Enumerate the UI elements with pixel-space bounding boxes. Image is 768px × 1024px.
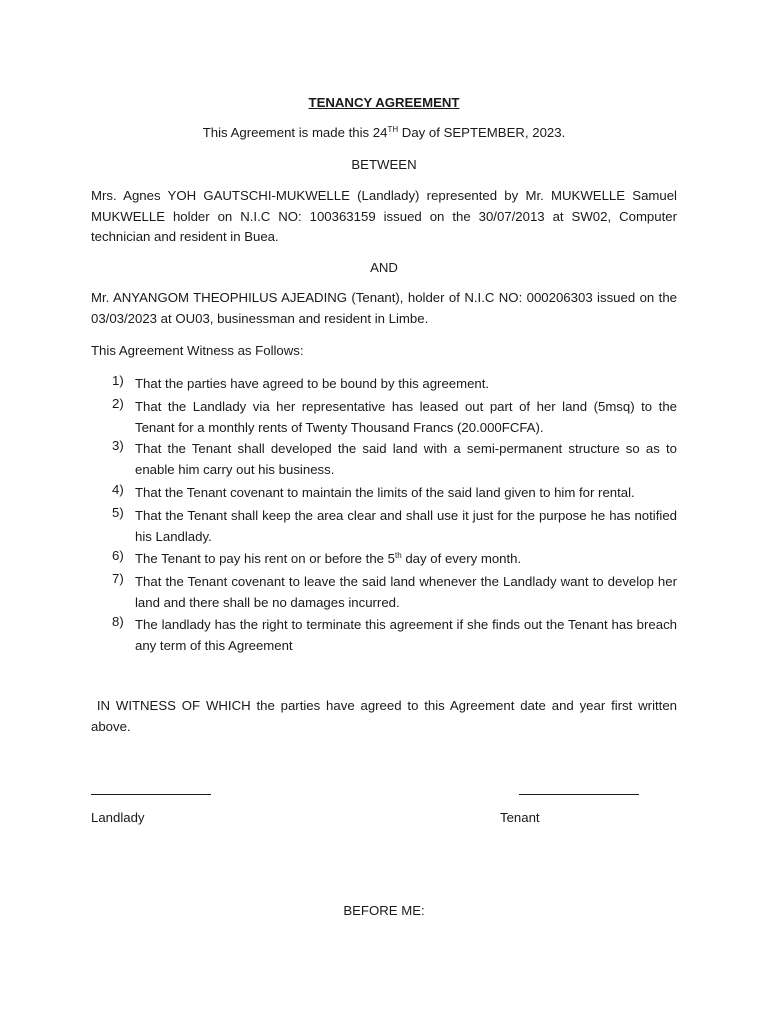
clause-text: That the Tenant shall developed the said land with a semi-permanent structure so as to enable him carry out his business. <box>135 441 677 477</box>
clause-text: That the parties have agreed to be bound by this agreement. <box>135 376 490 391</box>
date-text: This Agreement is made this 24 <box>202 125 388 140</box>
clause-number: 4) <box>112 482 124 497</box>
clause-number: 2) <box>112 396 124 411</box>
clause-number: 5) <box>112 505 124 520</box>
witness-clause: IN WITNESS OF WHICH the parties have agreed to this Agreement date and year first written above. <box>91 698 681 734</box>
landlady-label: Landlady <box>91 810 145 825</box>
clause-number: 8) <box>112 614 124 629</box>
document-title: TENANCY AGREEMENT <box>308 95 460 110</box>
clause-number: 1) <box>112 373 124 388</box>
tenant-label: Tenant <box>500 810 540 825</box>
clause-number: 7) <box>112 571 124 586</box>
between-heading: BETWEEN <box>351 157 417 172</box>
clause-text <box>135 548 677 569</box>
clause-text: That the Landlady via her representative has leased out part of her land (5msq) to the Tenant for a monthly rents of Twenty Thousand Francs (20.000FCFA). <box>135 399 677 435</box>
clause-text: That the Tenant covenant to maintain the limits of the said land given to him for rental. <box>135 485 635 500</box>
clause-text-part: The Tenant to pay his rent on or before the 5 <box>135 551 396 566</box>
clause-text: That the Tenant covenant to leave the said land whenever the Landlady want to develop her land and there shall be no damages incurred. <box>135 574 677 610</box>
clause-text: That the Tenant shall keep the area clear and shall use it just for the purpose he has notified his Landlady. <box>135 508 677 544</box>
witness-intro: This Agreement Witness as Follows: <box>91 343 304 358</box>
clause-text: The landlady has the right to terminate this agreement if she finds out the Tenant has breach any term of this Agreement <box>135 617 677 653</box>
agreement-date-line <box>0 125 768 140</box>
date-rest: Day of SEPTEMBER, 2023. <box>398 125 566 140</box>
tenant-signature-line <box>519 794 639 795</box>
clause-number: 6) <box>112 548 124 563</box>
ordinal-suffix: th <box>395 551 402 560</box>
and-heading: AND <box>370 260 398 275</box>
landlady-signature-line <box>91 794 211 795</box>
before-me-label: BEFORE ME: <box>343 903 425 918</box>
clause-number: 3) <box>112 438 124 453</box>
clause-text-part: day of every month. <box>401 551 522 566</box>
landlady-party-paragraph: Mrs. Agnes YOH GAUTSCHI-MUKWELLE (Landlady) represented by Mr. MUKWELLE Samuel MUKWELLE holder on N.I.C NO: 100363159 issued on the 30/07/2013 at SW02, Computer technician and resident in Buea. <box>91 188 677 244</box>
tenant-party-paragraph: Mr. ANYANGOM THEOPHILUS AJEADING (Tenant), holder of N.I.C NO: 000206303 issued on the 03/03/2023 at OU03, businessman and resident in Limbe. <box>91 290 677 326</box>
date-suffix: TH <box>387 125 399 134</box>
